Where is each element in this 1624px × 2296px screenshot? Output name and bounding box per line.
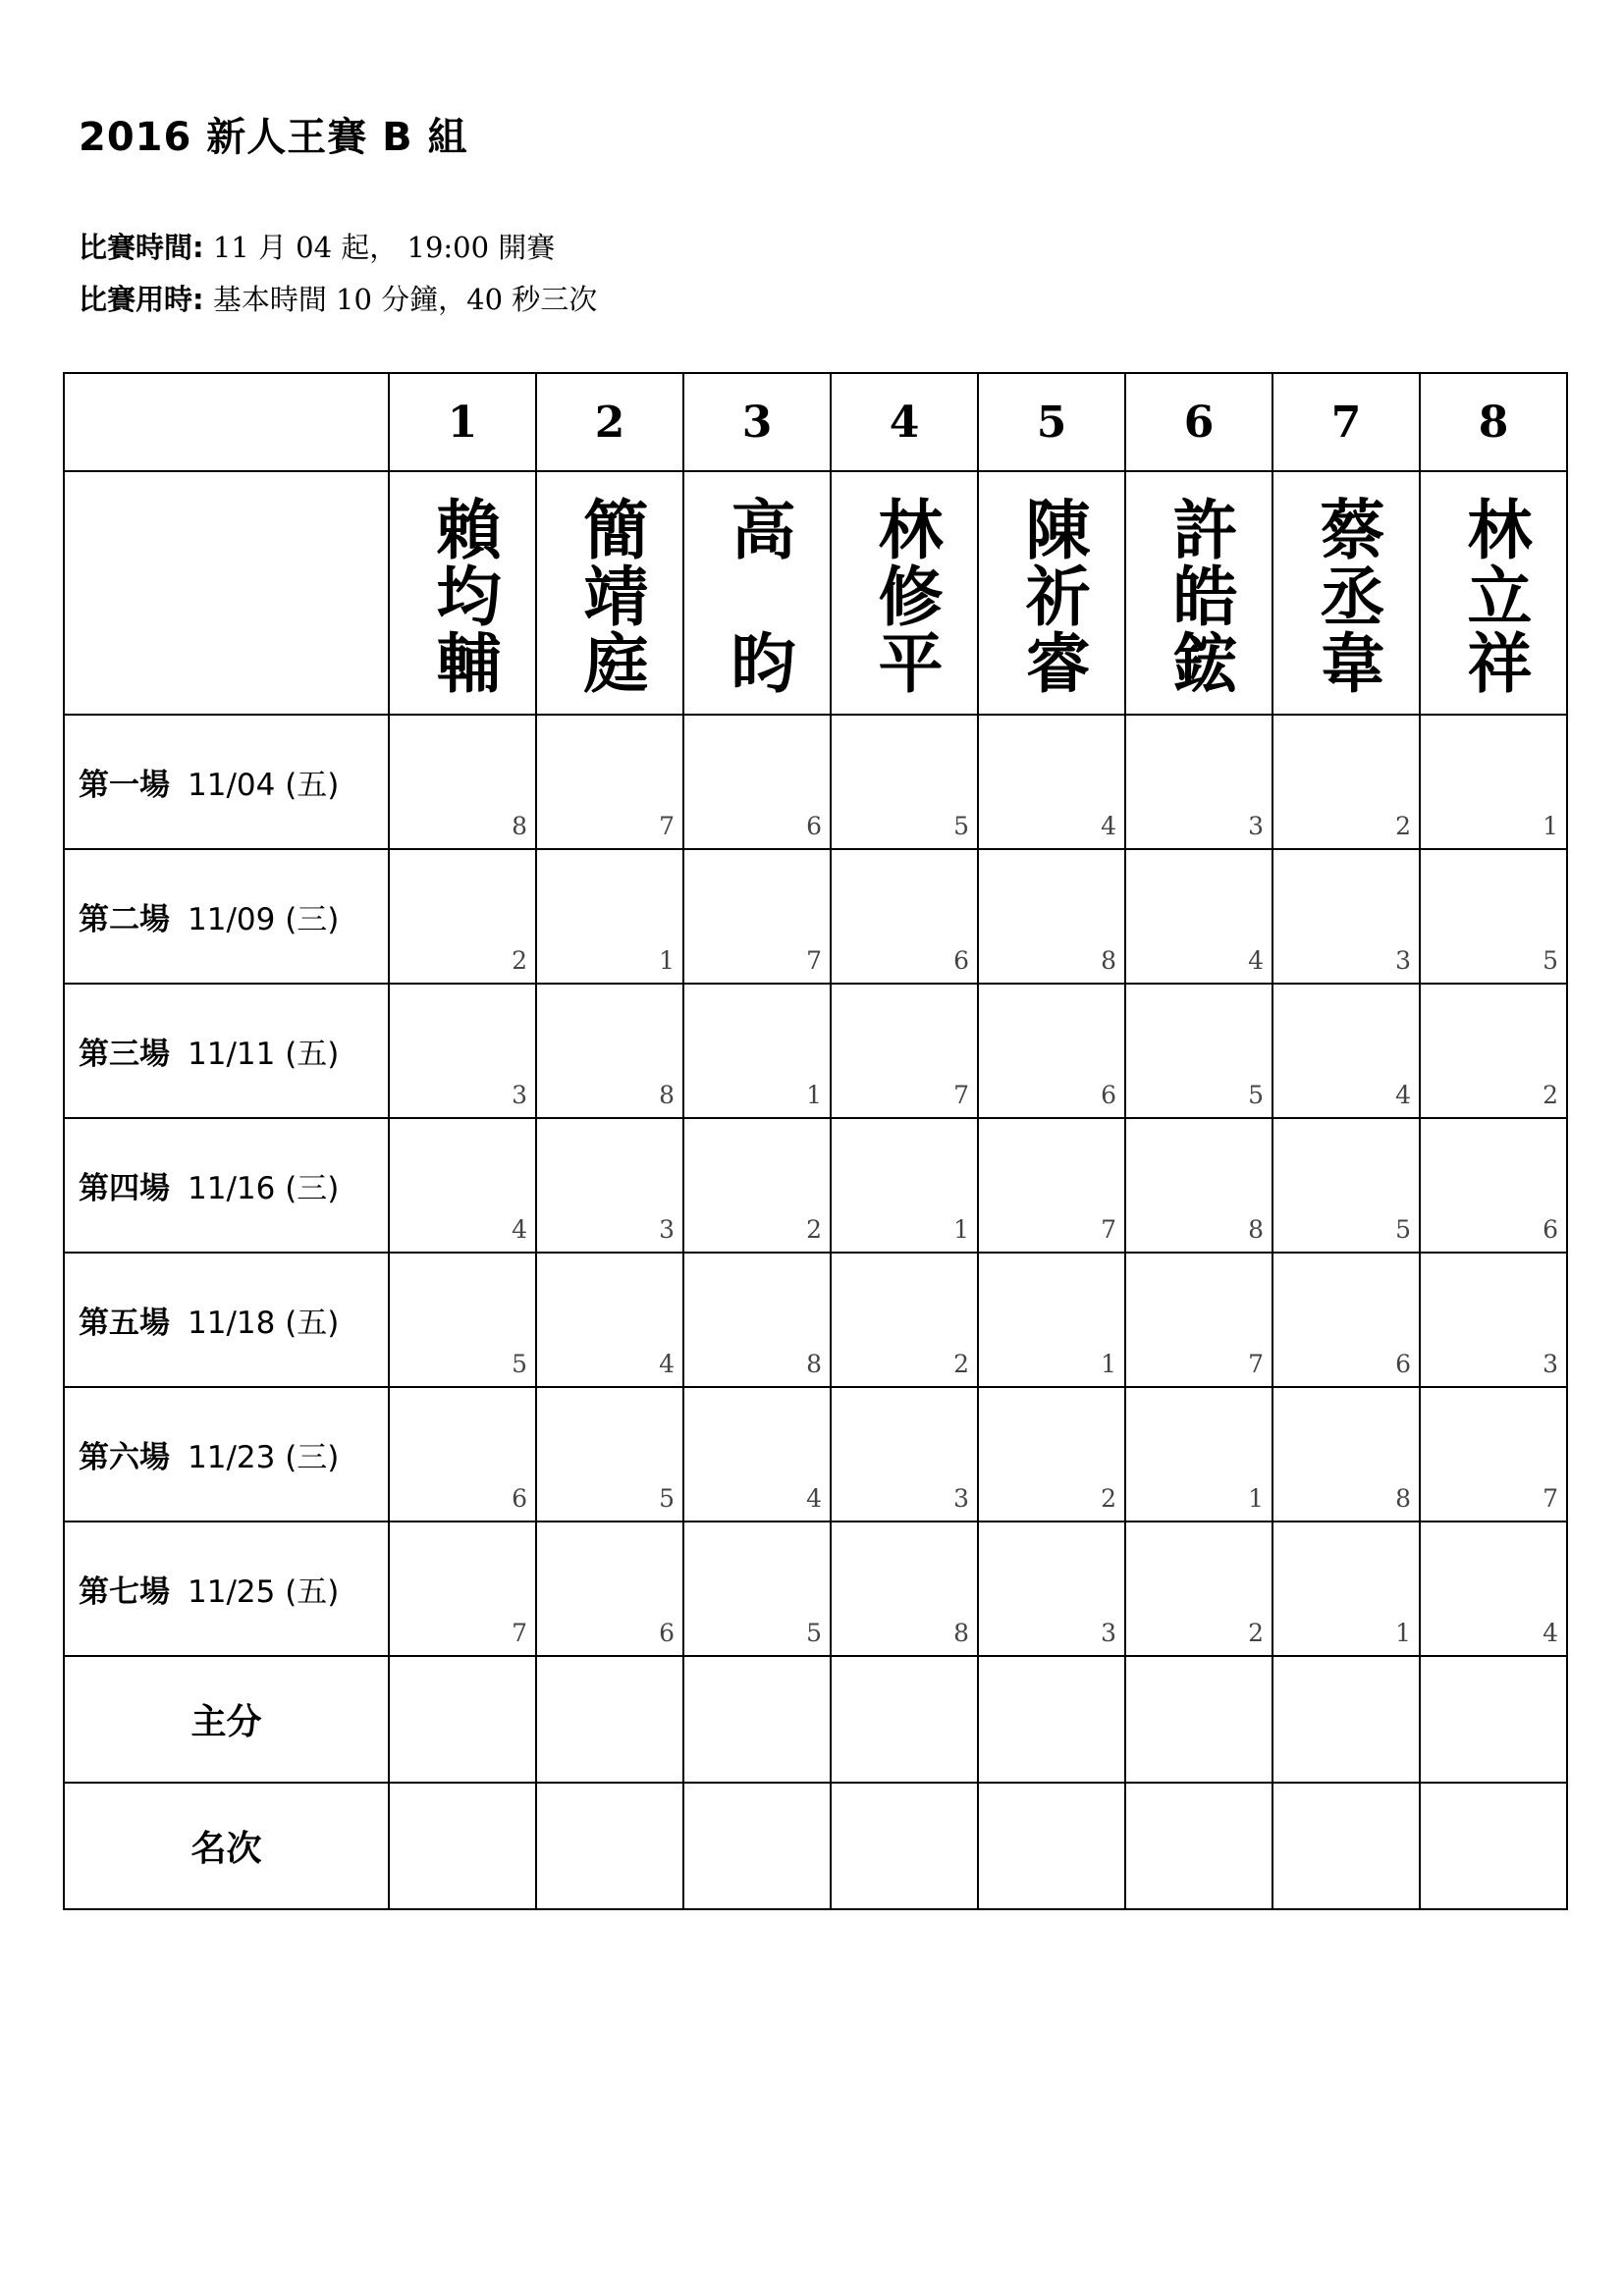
round-label — [64, 1522, 389, 1656]
summary-cell[interactable] — [1125, 1656, 1272, 1783]
opponent-cell: 2 — [1125, 1522, 1272, 1656]
page-title: 2016 新人王賽 B 組 — [79, 115, 468, 160]
player-name: 林立祥 — [1456, 496, 1532, 696]
opponent-cell: 3 — [536, 1118, 683, 1253]
player-number: 3 — [683, 373, 831, 471]
player-name-row — [64, 471, 1567, 715]
round-label — [64, 1118, 389, 1253]
opponent-cell: 2 — [389, 849, 536, 984]
round-row — [64, 849, 1567, 984]
pairing-table — [63, 372, 1568, 1910]
summary-cell[interactable] — [1420, 1656, 1567, 1783]
opponent-cell: 7 — [1420, 1387, 1567, 1522]
opponent-cell: 6 — [1272, 1253, 1420, 1387]
opponent-cell: 2 — [1272, 715, 1420, 849]
opponent-cell: 8 — [536, 984, 683, 1118]
round-row — [64, 984, 1567, 1118]
player-number: 1 — [389, 373, 536, 471]
opponent-cell: 1 — [831, 1118, 978, 1253]
opponent-cell: 6 — [389, 1387, 536, 1522]
summary-cell[interactable] — [389, 1783, 536, 1909]
opponent-cell: 4 — [1125, 849, 1272, 984]
round-date: 11/09 (三) — [188, 902, 340, 937]
round-name: 第五場 — [79, 1306, 170, 1341]
opponent-cell: 7 — [389, 1522, 536, 1656]
opponent-cell: 4 — [1272, 984, 1420, 1118]
opponent-cell: 4 — [683, 1387, 831, 1522]
match-time-value: 11 月 04 起， 19:00 開賽 — [203, 231, 556, 264]
summary-cell[interactable] — [536, 1783, 683, 1909]
opponent-cell: 1 — [978, 1253, 1125, 1387]
summary-cell[interactable] — [1420, 1783, 1567, 1909]
opponent-cell: 8 — [1125, 1118, 1272, 1253]
summary-cell[interactable] — [1125, 1783, 1272, 1909]
opponent-cell: 1 — [683, 984, 831, 1118]
opponent-cell: 3 — [1420, 1253, 1567, 1387]
opponent-cell: 3 — [1125, 715, 1272, 849]
player-name-cell — [683, 471, 831, 715]
opponent-cell: 5 — [1420, 849, 1567, 984]
opponent-cell: 5 — [831, 715, 978, 849]
name-corner-cell — [64, 471, 389, 715]
round-name: 第六場 — [79, 1440, 170, 1475]
summary-cell[interactable] — [978, 1656, 1125, 1783]
opponent-cell: 8 — [978, 849, 1125, 984]
opponent-cell: 7 — [536, 715, 683, 849]
opponent-cell: 5 — [536, 1387, 683, 1522]
round-date: 11/16 (三) — [188, 1171, 340, 1206]
summary-label: 名次 — [64, 1783, 389, 1909]
opponent-cell: 8 — [683, 1253, 831, 1387]
opponent-cell: 5 — [1125, 984, 1272, 1118]
round-row — [64, 1522, 1567, 1656]
round-row — [64, 1387, 1567, 1522]
player-name-cell — [1420, 471, 1567, 715]
round-date: 11/25 (五) — [188, 1575, 340, 1610]
opponent-cell: 2 — [683, 1118, 831, 1253]
opponent-cell: 1 — [1420, 715, 1567, 849]
opponent-cell: 7 — [978, 1118, 1125, 1253]
round-row — [64, 715, 1567, 849]
round-label — [64, 1387, 389, 1522]
summary-label: 主分 — [64, 1656, 389, 1783]
round-label — [64, 715, 389, 849]
summary-cell[interactable] — [683, 1656, 831, 1783]
player-name: 陳祈睿 — [1014, 496, 1090, 696]
player-name-cell — [389, 471, 536, 715]
round-row — [64, 1118, 1567, 1253]
player-name-cell — [1272, 471, 1420, 715]
player-name: 蔡丞韋 — [1309, 496, 1384, 696]
opponent-cell: 6 — [683, 715, 831, 849]
round-row — [64, 1253, 1567, 1387]
opponent-cell: 1 — [1272, 1522, 1420, 1656]
opponent-cell: 7 — [1125, 1253, 1272, 1387]
summary-cell[interactable] — [978, 1783, 1125, 1909]
corner-cell — [64, 373, 389, 471]
time-control-value: 基本時間 10 分鐘，40 秒三次 — [203, 283, 598, 316]
round-label — [64, 1253, 389, 1387]
opponent-cell: 8 — [389, 715, 536, 849]
player-number: 5 — [978, 373, 1125, 471]
player-name: 許皓鋐 — [1162, 496, 1237, 696]
player-number: 4 — [831, 373, 978, 471]
player-name-cell — [536, 471, 683, 715]
player-name: 簡靖庭 — [572, 496, 648, 696]
opponent-cell: 4 — [389, 1118, 536, 1253]
summary-cell[interactable] — [831, 1656, 978, 1783]
player-name-cell — [978, 471, 1125, 715]
round-name: 第四場 — [79, 1171, 170, 1206]
opponent-cell: 8 — [1272, 1387, 1420, 1522]
opponent-cell: 5 — [389, 1253, 536, 1387]
time-control-line — [79, 278, 597, 318]
round-label — [64, 849, 389, 984]
opponent-cell: 2 — [1420, 984, 1567, 1118]
player-name: 高 昀 — [720, 496, 795, 696]
opponent-cell: 7 — [683, 849, 831, 984]
time-control-label: 比賽用時: — [79, 283, 204, 316]
player-name-cell — [831, 471, 978, 715]
player-number: 2 — [536, 373, 683, 471]
round-date: 11/18 (五) — [188, 1306, 340, 1341]
round-date: 11/04 (五) — [188, 768, 340, 803]
player-name: 林修平 — [867, 496, 943, 696]
match-time-label: 比賽時間: — [79, 231, 204, 264]
summary-cell[interactable] — [1272, 1783, 1420, 1909]
opponent-cell: 6 — [831, 849, 978, 984]
round-name: 第三場 — [79, 1037, 170, 1072]
round-name: 第二場 — [79, 902, 170, 937]
round-name: 第一場 — [79, 768, 170, 803]
opponent-cell: 7 — [831, 984, 978, 1118]
round-date: 11/23 (三) — [188, 1440, 340, 1475]
opponent-cell: 6 — [1420, 1118, 1567, 1253]
opponent-cell: 1 — [1125, 1387, 1272, 1522]
opponent-cell: 2 — [831, 1253, 978, 1387]
player-number: 6 — [1125, 373, 1272, 471]
opponent-cell: 6 — [536, 1522, 683, 1656]
opponent-cell: 5 — [683, 1522, 831, 1656]
opponent-cell: 5 — [1272, 1118, 1420, 1253]
opponent-cell: 1 — [536, 849, 683, 984]
player-name-cell — [1125, 471, 1272, 715]
player-number: 8 — [1420, 373, 1567, 471]
opponent-cell: 4 — [536, 1253, 683, 1387]
player-name: 賴均輔 — [425, 496, 501, 696]
opponent-cell: 6 — [978, 984, 1125, 1118]
summary-cell[interactable] — [536, 1656, 683, 1783]
opponent-cell: 2 — [978, 1387, 1125, 1522]
round-name: 第七場 — [79, 1575, 170, 1610]
round-label — [64, 984, 389, 1118]
summary-cell[interactable] — [1272, 1656, 1420, 1783]
summary-cell[interactable] — [389, 1656, 536, 1783]
opponent-cell: 3 — [1272, 849, 1420, 984]
opponent-cell: 8 — [831, 1522, 978, 1656]
player-number-row — [64, 373, 1567, 471]
opponent-cell: 3 — [831, 1387, 978, 1522]
opponent-cell: 4 — [1420, 1522, 1567, 1656]
summary-cell[interactable] — [831, 1783, 978, 1909]
opponent-cell: 3 — [978, 1522, 1125, 1656]
main-score-row — [64, 1656, 1567, 1783]
round-date: 11/11 (五) — [188, 1037, 340, 1072]
opponent-cell: 3 — [389, 984, 536, 1118]
rank-row — [64, 1783, 1567, 1909]
summary-cell[interactable] — [683, 1783, 831, 1909]
opponent-cell: 4 — [978, 715, 1125, 849]
player-number: 7 — [1272, 373, 1420, 471]
match-time-line — [79, 226, 555, 266]
